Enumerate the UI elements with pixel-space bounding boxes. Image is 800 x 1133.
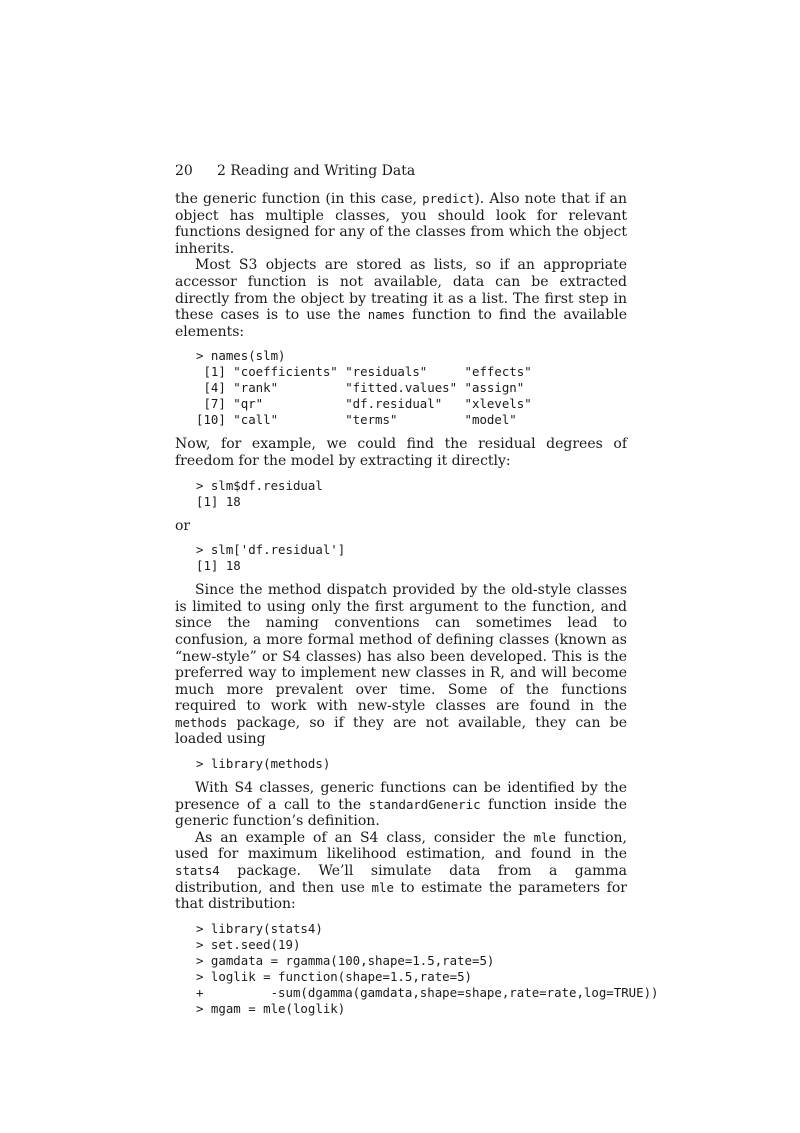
text-run: Since the method dispatch provided by the old-style classes is limited to using only the first argument to the function, and since the naming conventions can sometimes lead to confusion, a more formal method of defining classes (known as “new-style” or S4 classes) has also been developed. This is the preferred way to implement new classes in R, and will become much more prevalent over time. Some of the functions required to work with new-style classes are found in the: [175, 582, 627, 715]
code-block-bracket: > slm['df.residual'] [1] 18: [196, 542, 346, 574]
code-block-mle: > library(stats4) > set.seed(19) > gamdata = rgamma(100,shape=1.5,rate=5) > loglik = function(shape=1.5,rate=5) + -sum(dgamma(gamdata,shape=shape,rate=rate,log=TRUE)) > mgam = mle(loglik): [196, 920, 659, 1016]
text-run: As an example of an S4 class, consider the: [195, 829, 534, 846]
text-run: package, so if they are not available, they can be loaded using: [175, 714, 627, 748]
paragraph-residual-df: [175, 436, 627, 469]
text-run: With S4 classes, generic functions can be identified by the presence of a call to the: [175, 780, 627, 813]
paragraph-s3-lists: [175, 257, 627, 340]
inline-code-predict: predict: [422, 191, 475, 206]
text-run: to estimate the parameters for that distribution:: [175, 879, 627, 913]
paragraph-s4-classes: [175, 582, 627, 748]
code-block-names: > names(slm) [1] "coefficients" "residuals" "effects" [4] "rank" "fitted.values" "assign" [7] "qr" "df.residual" "xlevels" [10] "call" "terms" "model": [196, 348, 532, 428]
text-run: the generic function (in this case,: [175, 191, 423, 207]
code-block-dollar: > slm$df.residual [1] 18: [196, 477, 323, 509]
text-run: Most S3 objects are stored as lists, so if an appropriate accessor function is not available, data can be extracted directly from the object by treating it as a list. The first step in these cases is to use the: [175, 257, 627, 324]
inline-code-names: names: [367, 307, 406, 323]
text-run: package. We’ll simulate data from a gamma distribution, and then use: [175, 863, 627, 896]
inline-code-stats4: stats4: [175, 863, 220, 879]
paragraph-standard-generic: [175, 780, 627, 830]
inline-code-mle: mle: [371, 879, 394, 895]
text-run: function to find the available elements:: [175, 307, 627, 340]
code-block-library-methods: > library(methods): [196, 756, 331, 772]
text-run: ). Also note that if an object has multiple classes, you should look for relevant functions designed for any of the classes from which the object inherits.: [175, 191, 627, 257]
page-number: 20: [175, 163, 193, 179]
inline-code-mle: mle: [533, 829, 556, 845]
text-run: function, used for maximum likelihood estimation, and found in the: [175, 829, 627, 863]
page-body: [175, 191, 659, 1025]
text-run: Now, for example, we could find the residual degrees of freedom for the model by extracting it directly:: [175, 436, 627, 469]
or-text: or: [175, 517, 191, 534]
chapter-title: 2 Reading and Writing Data: [217, 163, 416, 179]
text-run: function inside the generic function’s definition.: [175, 796, 627, 830]
inline-code-methods: methods: [175, 714, 228, 730]
inline-code-standardgeneric: standardGeneric: [368, 796, 481, 812]
running-header: [175, 162, 415, 180]
paragraph-generic-function: [175, 191, 627, 257]
paragraph-mle-example: [175, 830, 627, 913]
